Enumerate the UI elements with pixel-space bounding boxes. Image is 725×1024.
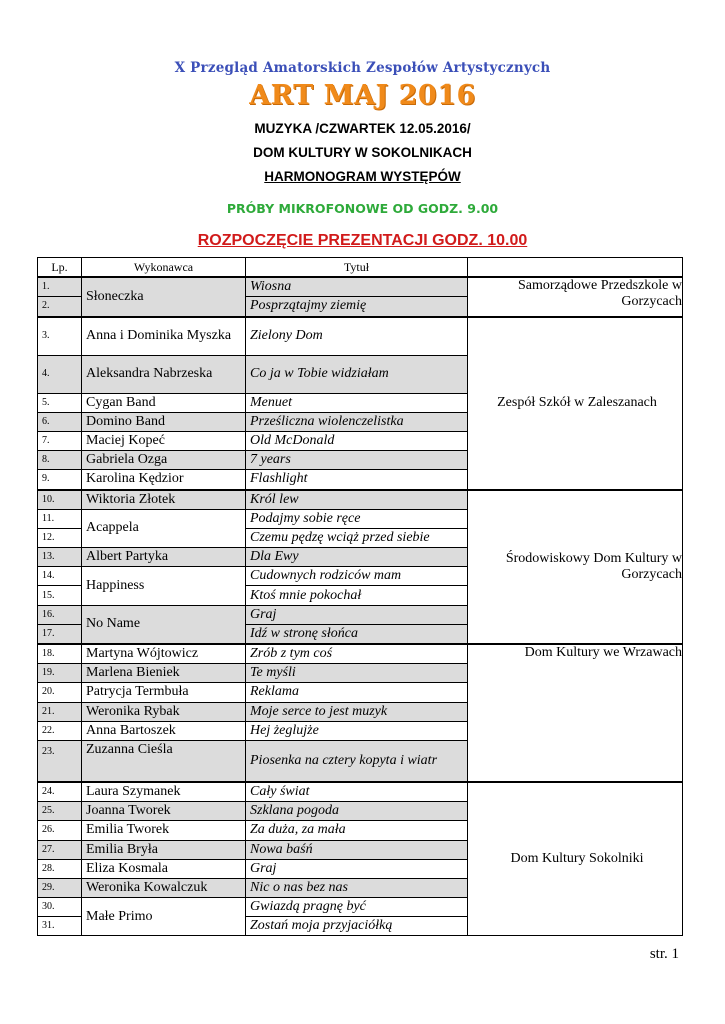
row-number: 27. [38, 840, 82, 859]
performer-name: Acappela [82, 509, 246, 547]
song-title: Hej żeglujże [246, 721, 468, 740]
row-number: 3. [38, 317, 82, 356]
performer-name: Joanna Tworek [82, 802, 246, 821]
column-header-performer: Wykonawca [82, 258, 246, 278]
sound-check-note: PRÓBY MIKROFONOWE OD GODZ. 9.00 [226, 201, 499, 216]
row-number: 5. [38, 393, 82, 412]
category-date: MUZYKA /CZWARTEK 12.05.2016/ [254, 121, 471, 136]
row-number: 15. [38, 586, 82, 605]
institution-name: Samorządowe Przedszkole w Gorzycach [468, 277, 683, 316]
song-title: Graj [246, 605, 468, 624]
song-title: Za duża, za mała [246, 821, 468, 840]
venue: DOM KULTURY W SOKOLNIKACH [253, 145, 472, 160]
table-row [38, 490, 683, 510]
performer-name: Albert Partyka [82, 548, 246, 567]
institution-name: Dom Kultury Sokolniki [468, 782, 683, 936]
institution-name: Dom Kultury we Wrzawach [468, 644, 683, 782]
row-number: 8. [38, 451, 82, 470]
row-number: 22. [38, 721, 82, 740]
row-number: 7. [38, 431, 82, 450]
start-time-note: ROZPOCZĘCIE PREZENTACJI GODZ. 10.00 [197, 232, 528, 249]
song-title: Piosenka na cztery kopyta i wiatr [246, 740, 468, 782]
song-title: Co ja w Tobie widziałam [246, 355, 468, 393]
row-number: 20. [38, 683, 82, 702]
song-title: Zostań moja przyjaciółką [246, 917, 468, 936]
row-number: 30. [38, 898, 82, 917]
row-number: 21. [38, 702, 82, 721]
performer-name: Martyna Wójtowicz [82, 644, 246, 664]
row-number: 16. [38, 605, 82, 624]
column-header-title: Tytuł [246, 258, 468, 278]
performer-name: Emilia Bryła [82, 840, 246, 859]
institution-name: Środowiskowy Dom Kultury w Gorzycach [468, 490, 683, 645]
performer-name: Marlena Bieniek [82, 664, 246, 683]
row-number: 29. [38, 878, 82, 897]
performer-name: Emilia Tworek [82, 821, 246, 840]
row-number: 4. [38, 355, 82, 393]
performer-name: Weronika Kowalczuk [82, 878, 246, 897]
performer-name: Zuzanna Cieśla [82, 740, 246, 782]
performer-name: Anna i Dominika Myszka [82, 317, 246, 356]
song-title: Czemu pędzę wciąż przed siebie [246, 528, 468, 547]
table-header-row [38, 258, 683, 278]
row-number: 28. [38, 859, 82, 878]
row-number: 19. [38, 664, 82, 683]
song-title: Menuet [246, 393, 468, 412]
table-row [38, 782, 683, 802]
song-title: Gwiazdą pragnę być [246, 898, 468, 917]
table-row [38, 277, 683, 297]
song-title: Flashlight [246, 470, 468, 490]
schedule-table [37, 257, 683, 936]
row-number: 26. [38, 821, 82, 840]
performer-name: Słoneczka [82, 277, 246, 316]
performer-name: Eliza Kosmala [82, 859, 246, 878]
performer-name: Wiktoria Złotek [82, 490, 246, 510]
row-number: 1. [38, 277, 82, 297]
row-number: 6. [38, 412, 82, 431]
institution-name: Zespół Szkół w Zaleszanach [468, 317, 683, 490]
song-title: Cudownych rodziców mam [246, 567, 468, 586]
row-number: 10. [38, 490, 82, 510]
performer-name: No Name [82, 605, 246, 644]
song-title: 7 years [246, 451, 468, 470]
performer-name: Karolina Kędzior [82, 470, 246, 490]
row-number: 17. [38, 624, 82, 644]
song-title: Posprzątajmy ziemię [246, 297, 468, 317]
song-title: Dla Ewy [246, 548, 468, 567]
song-title: Zrób z tym coś [246, 644, 468, 664]
performer-name: Małe Primo [82, 898, 246, 936]
song-title: Nowa baśń [246, 840, 468, 859]
performer-name: Domino Band [82, 412, 246, 431]
row-number: 24. [38, 782, 82, 802]
song-title: Szklana pogoda [246, 802, 468, 821]
column-header-institution [468, 258, 683, 278]
performer-name: Anna Bartoszek [82, 721, 246, 740]
row-number: 9. [38, 470, 82, 490]
performer-name: Maciej Kopeć [82, 431, 246, 450]
performer-name: Patrycja Termbuła [82, 683, 246, 702]
row-number: 13. [38, 548, 82, 567]
song-title: Idź w stronę słońca [246, 624, 468, 644]
song-title: Wiosna [246, 277, 468, 297]
song-title: Nic o nas bez nas [246, 878, 468, 897]
performer-name: Aleksandra Nabrzeska [82, 355, 246, 393]
song-title: Prześliczna wiolenczelistka [246, 412, 468, 431]
row-number: 25. [38, 802, 82, 821]
performer-name: Gabriela Ozga [82, 451, 246, 470]
performer-name: Cygan Band [82, 393, 246, 412]
row-number: 14. [38, 567, 82, 586]
row-number: 23. [38, 740, 82, 782]
song-title: Reklama [246, 683, 468, 702]
row-number: 12. [38, 528, 82, 547]
row-number: 31. [38, 917, 82, 936]
festival-title: X Przegląd Amatorskich Zespołów Artystycznych [174, 60, 551, 76]
song-title: Old McDonald [246, 431, 468, 450]
page-number: str. 1 [649, 946, 679, 962]
row-number: 11. [38, 509, 82, 528]
song-title: Ktoś mnie pokochał [246, 586, 468, 605]
performer-name: Happiness [82, 567, 246, 605]
song-title: Zielony Dom [246, 317, 468, 356]
performer-name: Weronika Rybak [82, 702, 246, 721]
row-number: 18. [38, 644, 82, 664]
song-title: Podajmy sobie ręce [246, 509, 468, 528]
column-header-lp: Lp. [38, 258, 82, 278]
table-row [38, 644, 683, 664]
performer-name: Laura Szymanek [82, 782, 246, 802]
row-number: 2. [38, 297, 82, 317]
song-title: Te myśli [246, 664, 468, 683]
event-title: ART MAJ 2016 [249, 80, 476, 111]
song-title: Graj [246, 859, 468, 878]
song-title: Cały świat [246, 782, 468, 802]
schedule-title: HARMONOGRAM WYSTĘPÓW [264, 169, 461, 184]
song-title: Moje serce to jest muzyk [246, 702, 468, 721]
table-row [38, 317, 683, 356]
song-title: Król lew [246, 490, 468, 510]
